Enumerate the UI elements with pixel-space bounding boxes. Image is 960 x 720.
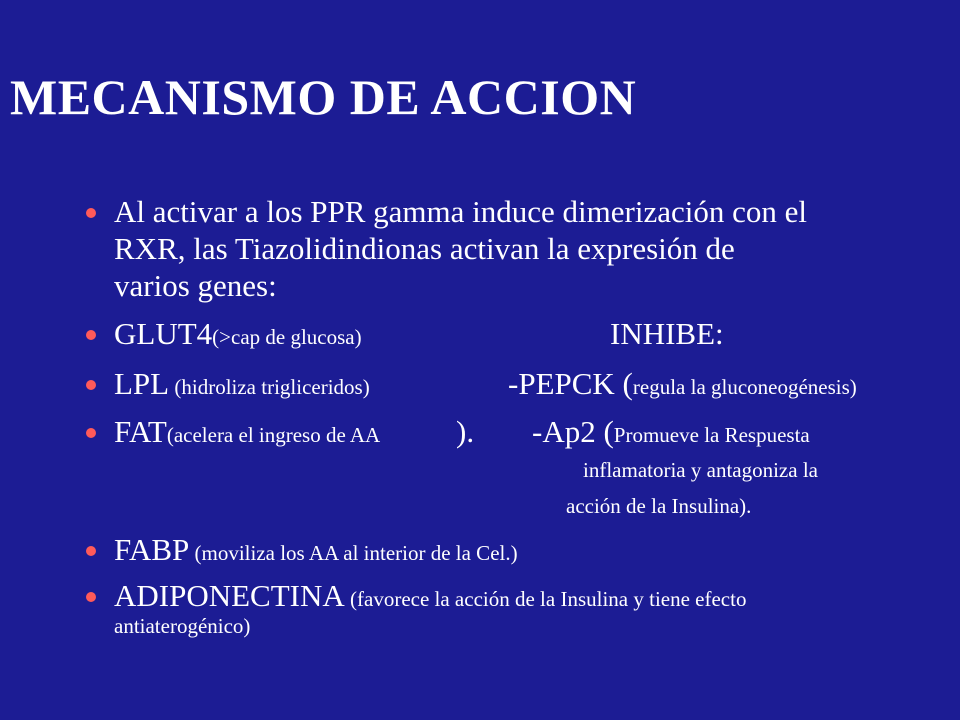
item-adiponectina-note: (favorece la acción de la Insulina y tiene efecto [344,587,747,611]
bullet-dot [86,380,96,390]
item-fat-main: FAT [114,414,167,449]
bullet-dot [86,592,96,602]
item-1-line-3: varios genes: [114,268,277,303]
item-lpl-note: (hidroliza trigliceridos) [169,375,370,399]
item-adiponectina-note-2: antiaterogénico) [114,614,251,638]
bullet-dot [86,546,96,556]
item-adiponectina [114,578,746,617]
ap2-continuation-1: inflamatoria y antagoniza la [583,458,818,482]
item-fabp-main: FABP [114,532,190,567]
slide-title: MECANISMO DE ACCION [10,69,637,125]
ap2-main: -Ap2 ( [532,414,614,449]
bullet-dot [86,428,96,438]
bullet-dot [86,330,96,340]
ap2-continuation-2: acción de la Insulina). [566,494,752,518]
item-fat-close: ). [456,414,475,449]
inhibe-ap2 [532,414,810,453]
ap2-note: Promueve la Respuesta [613,423,810,447]
item-glut4 [114,316,362,355]
item-glut4-main: GLUT4 [114,316,213,351]
item-adiponectina-main: ADIPONECTINA [114,578,345,613]
pepck-note: regula la gluconeogénesis) [632,375,857,399]
item-lpl-main: LPL [114,366,170,401]
item-lpl [114,366,370,405]
item-fat-note: (acelera el ingreso de AA [166,423,381,447]
inhibe-heading: INHIBE: [610,316,724,351]
item-glut4-note: (>cap de glucosa) [212,325,362,349]
inhibe-pepck [508,366,857,405]
item-fabp-note: (moviliza los AA al interior de la Cel.) [189,541,518,565]
item-fat [114,414,380,453]
item-1-line-2: RXR, las Tiazolidindionas activan la expresión de [114,231,735,266]
pepck-main: -PEPCK ( [508,366,633,401]
item-1-line-1: Al activar a los PPR gamma induce dimerización con el [114,194,807,229]
item-fabp [114,532,518,571]
bullet-dot [86,208,96,218]
